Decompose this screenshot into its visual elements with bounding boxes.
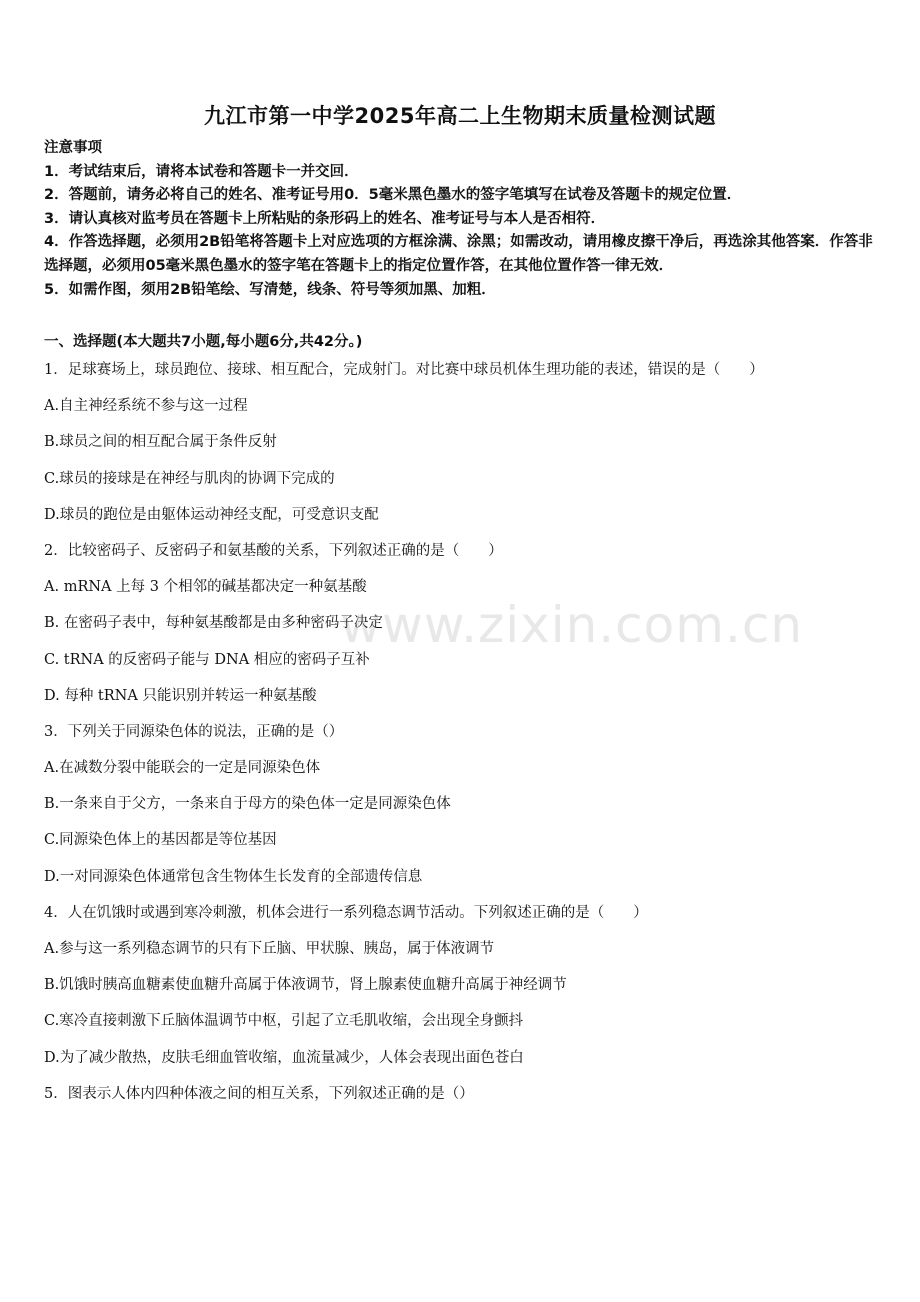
section-heading: 一、选择题(本大题共7小题,每小题6分,共42分。) [44, 334, 363, 350]
notice-item-3: 3．请认真核对监考员在答题卡上所粘贴的条形码上的姓名、准考证号与本人是否相符． [44, 210, 606, 227]
question-4-option-c: C.寒冷直接刺激下丘脑体温调节中枢，引起了立毛肌收缩，会出现全身颤抖 [44, 1013, 524, 1030]
question-3-option-d: D.一对同源染色体通常包含生物体生长发育的全部遗传信息 [44, 868, 423, 885]
question-4-option-b: B.饥饿时胰高血糖素使血糖升高属于体液调节，肾上腺素使血糖升高属于神经调节 [44, 977, 567, 994]
question-2-option-c: C. tRNA 的反密码子能与 DNA 相应的密码子互补 [44, 651, 370, 668]
notice-item-2: 2．答题前，请务必将自己的姓名、准考证号用0．5毫米黑色墨水的签字笔填写在试卷及答题卡的规定位置． [44, 187, 742, 204]
question-3-option-a: A.在减数分裂中能联会的一定是同源染色体 [44, 760, 321, 777]
exam-title: 九江市第一中学2025年高二上生物期末质量检测试题 [204, 104, 716, 128]
notice-item-1: 1．考试结束后，请将本试卷和答题卡一并交回． [44, 163, 359, 180]
question-list [44, 359, 884, 1119]
question-1-option-c: C.球员的接球是在神经与肌肉的协调下完成的 [44, 470, 335, 487]
question-2-option-b: B. 在密码子表中，每种氨基酸都是由多种密码子决定 [44, 615, 383, 632]
question-1-option-a: A.自主神经系统不参与这一过程 [44, 398, 248, 415]
question-2-option-d: D. 每种 tRNA 只能识别并转运一种氨基酸 [44, 687, 317, 704]
question-4-stem: 4．人在饥饿时或遇到寒冷刺激，机体会进行一系列稳态调节活动。下列叙述正确的是（ ） [44, 904, 648, 921]
question-1-option-d: D.球员的跑位是由躯体运动神经支配，可受意识支配 [44, 506, 379, 523]
notice-heading: 注意事项 [44, 140, 102, 156]
question-4-option-d: D.为了减少散热，皮肤毛细血管收缩，血流量减少，人体会表现出面色苍白 [44, 1049, 524, 1066]
question-2-stem: 2．比较密码子、反密码子和氨基酸的关系，下列叙述正确的是（ ） [44, 542, 503, 559]
notice-item-5: 5．如需作图，须用2B铅笔绘、写清楚，线条、符号等须加黑、加粗． [44, 281, 496, 298]
question-1-stem: 1．足球赛场上，球员跑位、接球、相互配合，完成射门。对比赛中球员机体生理功能的表述，错误的是（ ） [44, 362, 764, 378]
notice-item-4: 4．作答选择题，必须用2B铅笔将答题卡上对应选项的方框涂满、涂黑；如需改动，请用橡皮擦干净后，再选涂其他答案．作答非选择题，必须用05毫米黑色墨水的签字笔在答题卡上的指定位置作答，在其他位置作答一律无效． [44, 234, 873, 274]
watermark-logo: www.zixin.com.cn [340, 596, 804, 654]
question-4-option-a: A.参与这一系列稳态调节的只有下丘脑、甲状腺、胰岛，属于体液调节 [44, 941, 495, 957]
question-1-option-b: B.球员之间的相互配合属于条件反射 [44, 434, 277, 451]
question-3-option-b: B.一条来自于父方，一条来自于母方的染色体一定是同源染色体 [44, 796, 451, 813]
question-2-option-a: A. mRNA 上每 3 个相邻的碱基都决定一种氨基酸 [44, 579, 367, 596]
question-5-stem: 5．图表示人体内四种体液之间的相互关系，下列叙述正确的是（） [44, 1085, 474, 1102]
question-3-option-c: C.同源染色体上的基因都是等位基因 [44, 832, 277, 849]
question-3-stem: 3．下列关于同源染色体的说法，正确的是（） [44, 723, 344, 740]
notice-block [44, 137, 884, 302]
